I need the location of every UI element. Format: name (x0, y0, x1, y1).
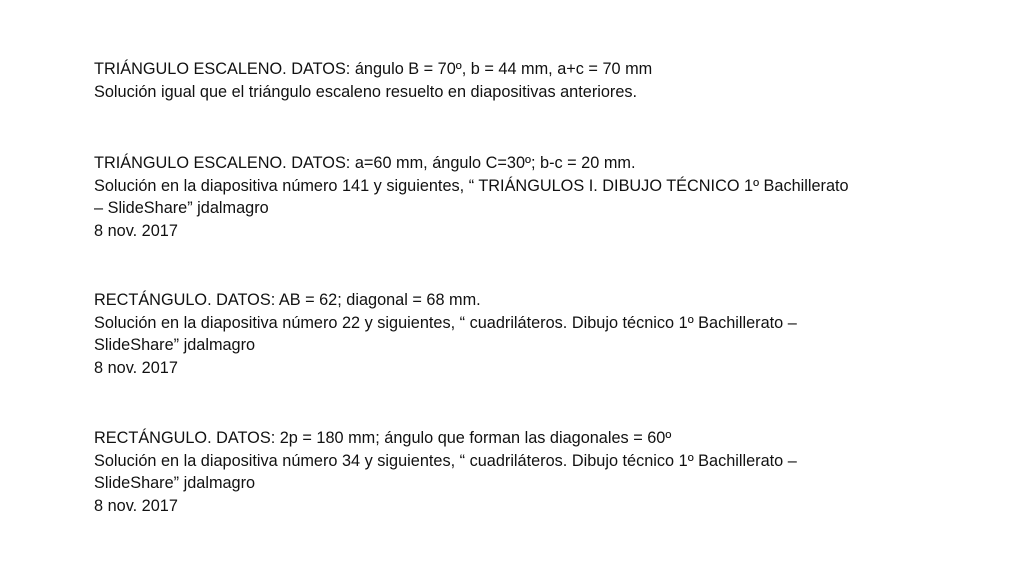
exercise-block-rectangle-1 (94, 289, 894, 379)
exercise-date: 8 nov. 2017 (94, 496, 178, 515)
exercise-solution-source: SlideShare” jdalmagro (94, 474, 256, 493)
exercise-date: 8 nov. 2017 (94, 221, 178, 240)
exercise-solution-source: – SlideShare” jdalmagro (94, 199, 269, 218)
exercise-solution-text: Solución en la diapositiva número 22 y siguientes, “ cuadriláteros. Dibujo técnico 1º Bachillerato – (94, 313, 797, 332)
exercise-title: RECTÁNGULO. DATOS: AB = 62; diagonal = 68 mm. (94, 291, 481, 309)
exercise-title: RECTÁNGULO. DATOS: 2p = 180 mm; ángulo que forman las diagonales = 60º (94, 429, 672, 447)
exercise-block-scalene-triangle-1 (94, 58, 894, 103)
exercise-solution-source: SlideShare” jdalmagro (94, 336, 256, 355)
exercise-date: 8 nov. 2017 (94, 358, 178, 377)
exercise-title: TRIÁNGULO ESCALENO. DATOS: a=60 mm, ángulo C=30º; b-c = 20 mm. (94, 154, 636, 172)
exercise-block-scalene-triangle-2 (94, 152, 894, 242)
exercise-title: TRIÁNGULO ESCALENO. DATOS: ángulo B = 70º, b = 44 mm, a+c = 70 mm (94, 60, 653, 78)
exercise-block-rectangle-2 (94, 427, 894, 517)
exercise-solution-text: Solución en la diapositiva número 34 y siguientes, “ cuadriláteros. Dibujo técnico 1º Bachillerato – (94, 451, 797, 470)
exercise-solution-text: Solución en la diapositiva número 141 y siguientes, “ TRIÁNGULOS I. DIBUJO TÉCNICO 1º Bachillerato (94, 176, 849, 195)
exercise-solution-text: Solución igual que el triángulo escaleno resuelto en diapositivas anteriores. (94, 82, 638, 101)
